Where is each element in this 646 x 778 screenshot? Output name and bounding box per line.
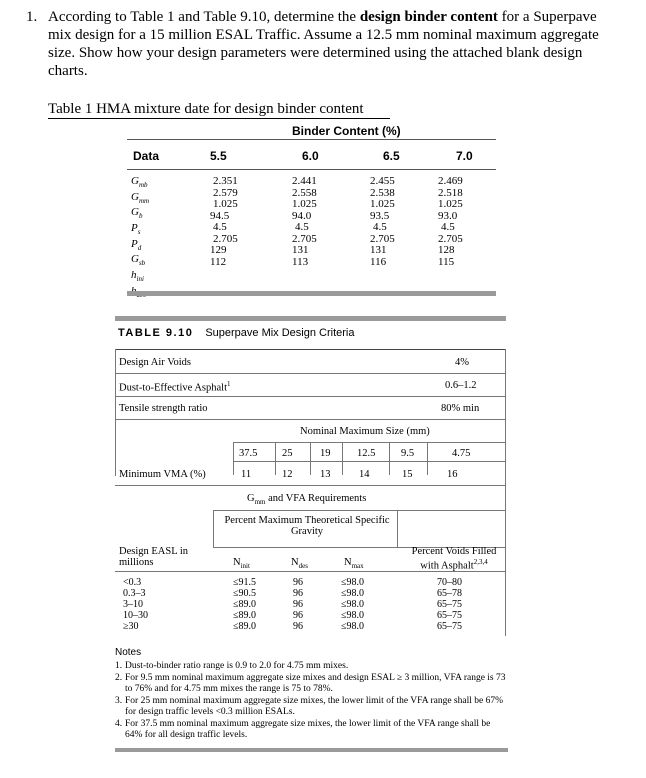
esal-range: ≥30 — [123, 621, 139, 632]
table1-cell: 2.558 — [292, 186, 317, 199]
table910-title — [118, 327, 354, 339]
nmas-size-9-5: 9.5 — [401, 448, 415, 459]
table1-row-label: $G_b$ — [131, 206, 143, 221]
vma-value-19: 13 — [320, 469, 331, 480]
table1-row-labels — [131, 176, 149, 302]
criteria-tsr-label: Tensile strength ratio — [119, 403, 208, 414]
nmas-size-12-5: 12.5 — [357, 448, 376, 459]
pmtsg-header: Percent Maximum Theoretical Specific Gravity — [224, 515, 390, 537]
esal-range: <0.3 — [123, 577, 142, 588]
nmas-header: Nominal Maximum Size (mm) — [300, 426, 430, 437]
table1-cell: 2.441 — [292, 175, 317, 187]
table1-top-rule — [127, 139, 496, 140]
note-item: 4. For 37.5 mm nominal maximum aggregate size mixes, the lower limit of the VFA range shall be 64% for all design traffic levels. — [115, 719, 491, 740]
binder-col-values-2 — [292, 176, 317, 268]
table1-cell: 2.705 — [438, 232, 463, 245]
table910-top-bar — [115, 316, 506, 321]
vma-value-4-75: 16 — [447, 469, 458, 480]
table1-cell: 4.5 — [213, 221, 227, 233]
n-init-header: $N_{init}$ — [233, 557, 250, 571]
notes-bottom-bar — [115, 748, 508, 752]
binder-col-header-2: 6.0 — [302, 149, 319, 163]
table1-cell: 2.705 — [370, 232, 395, 245]
table1-cell: 94.0 — [292, 209, 312, 222]
gmm-vfa-header: $G_{mm}$ and VFA Requirements — [247, 493, 367, 507]
notes-heading: Notes — [115, 647, 142, 658]
table1-row-label: $h_{ini}$ — [131, 269, 144, 284]
table1-cell: 112 — [210, 255, 227, 268]
criteria-tsr-value: 80% min — [441, 403, 480, 414]
n-max-value: ≤98.0 — [341, 610, 364, 621]
note-item: 2. For 9.5 mm nominal maximum aggregate size mixes and design ESAL ≥ 3 million, VFA range is 73 to 76% and for 4.75 mm mixes the range is 75 to 78%. — [115, 673, 506, 694]
table910-label: TABLE 9.10 — [118, 327, 194, 339]
vfa-range: 65–75 — [437, 599, 462, 610]
n-des-value: 96 — [293, 610, 303, 621]
table1-cell: 94.5 — [210, 209, 230, 222]
n-des-value: 96 — [293, 599, 303, 610]
vma-value-37-5: 11 — [241, 469, 252, 480]
n-init-value: ≤89.0 — [233, 599, 256, 610]
vma-value-25: 12 — [282, 469, 293, 480]
n-init-value: ≤90.5 — [233, 588, 256, 599]
vfa-range: 65–75 — [437, 610, 462, 621]
esal-range: 3–10 — [123, 599, 143, 610]
table1-row-label: $P_d$ — [131, 237, 142, 252]
nmas-size-19: 19 — [320, 448, 331, 459]
table1-cell: 2.351 — [213, 175, 238, 187]
table1-cell: 4.5 — [295, 221, 309, 233]
esal-range: 10–30 — [123, 610, 148, 621]
table1-cell: 115 — [438, 255, 455, 268]
nmas-size-4-75: 4.75 — [452, 448, 471, 459]
table1-cell: 93.5 — [370, 209, 390, 222]
n-init-value: ≤91.5 — [233, 577, 256, 588]
vfa-range: 65–78 — [437, 588, 462, 599]
table1-bottom-rule — [127, 291, 496, 296]
binder-content-header: Binder Content (%) — [292, 124, 401, 138]
design-binder-content-emphasis: design binder content — [359, 9, 498, 25]
table1-row-label: $G_{mb}$ — [131, 175, 148, 190]
criteria-air-voids-label: Design Air Voids — [119, 357, 191, 368]
table1-cell: 131 — [292, 244, 309, 256]
table1-cell: 113 — [292, 255, 309, 268]
table1-cell: 1.025 — [292, 198, 317, 210]
criteria-dust-label: Dust-to-Effective Asphalt$^1$ — [119, 380, 231, 394]
n-max-value: ≤98.0 — [341, 577, 364, 588]
table1-cell: 1.025 — [370, 198, 395, 210]
vfa-range: 70–80 — [437, 577, 462, 588]
nmas-size-37-5: 37.5 — [239, 448, 258, 459]
design-esal-header: Design EASL in millions — [119, 546, 189, 568]
binder-col-header-3: 6.5 — [383, 149, 400, 163]
vma-value-12-5: 14 — [359, 469, 370, 480]
n-init-value: ≤89.0 — [233, 610, 256, 621]
table1-cell: 4.5 — [373, 221, 387, 233]
n-max-value: ≤98.0 — [341, 588, 364, 599]
data-header: Data — [133, 149, 160, 163]
criteria-air-voids-value: 4% — [455, 357, 469, 368]
table1-caption: Table 1 HMA mixture date for design binder content — [48, 101, 364, 117]
table-9-10 — [115, 316, 506, 636]
criteria-dust-value: 0.6–1.2 — [445, 380, 477, 391]
table1-cell: 2.705 — [213, 232, 238, 245]
table1-row-label: $G_{sb}$ — [131, 253, 146, 268]
table1-cell: 128 — [438, 244, 455, 256]
binder-col-header-4: 7.0 — [456, 149, 473, 163]
table1-cell: 4.5 — [441, 221, 455, 233]
binder-col-header-1: 5.5 — [210, 149, 227, 163]
table1-cell: 2.538 — [370, 186, 395, 199]
n-max-value: ≤98.0 — [341, 621, 364, 632]
binder-col-values-3 — [370, 176, 395, 268]
n-des-value: 96 — [293, 588, 303, 599]
n-des-value: 96 — [293, 577, 303, 588]
note-item: 1. Dust-to-binder ratio range is 0.9 to 2.0 for 4.75 mm mixes. — [115, 661, 349, 671]
n-des-header: $N_{des}$ — [291, 557, 308, 571]
n-init-value: ≤89.0 — [233, 621, 256, 632]
table1-cell: 2.455 — [370, 175, 395, 187]
table1-cell: 131 — [370, 244, 387, 256]
table1-cell: 93.0 — [438, 209, 458, 222]
table1-cell: 129 — [210, 244, 227, 256]
table1-cell: 2.579 — [213, 186, 238, 199]
table910-caption: Superpave Mix Design Criteria — [205, 327, 355, 339]
table1-row-label: $G_{mm}$ — [131, 190, 150, 205]
table1-row-label: $P_s$ — [131, 222, 141, 237]
question-text: According to Table 1 and Table 9.10, determine the design binder content for a Superpave mix design for a 15 million ESAL Traffic. Assume a 12.5 mm nominal maximum aggregate size. Show how your design parameters were determined using the attached blank design charts. — [48, 9, 599, 79]
n-des-value: 96 — [293, 621, 303, 632]
vfa-range: 65–75 — [437, 621, 462, 632]
table1-cell: 2.518 — [438, 186, 463, 199]
table910-notes — [115, 647, 510, 742]
binder-col-values-4 — [438, 176, 463, 268]
question-number: 1. — [26, 9, 38, 25]
binder-col-values-1 — [210, 176, 238, 268]
table1-caption-underline — [48, 118, 390, 119]
note-item: 3. For 25 mm nominal maximum aggregate size mixes, the lower limit of the VFA range shall be 67% for design traffic levels <0.3 million ESALs. — [115, 696, 503, 717]
table1-cell: 2.705 — [292, 232, 317, 245]
min-vma-label: Minimum VMA (%) — [119, 469, 206, 480]
n-max-header: $N_{max}$ — [344, 557, 364, 571]
esal-range: 0.3–3 — [123, 588, 146, 599]
table1-cell: 2.469 — [438, 175, 463, 187]
table1-cell: 1.025 — [213, 198, 238, 210]
table1-cell: 1.025 — [438, 198, 463, 210]
n-max-value: ≤98.0 — [341, 599, 364, 610]
vma-value-9-5: 15 — [402, 469, 413, 480]
vfa-header: Percent Voids Filled with Asphalt$^{2,3,4}$ — [411, 546, 497, 572]
table1-cell: 116 — [370, 255, 387, 268]
nmas-size-25: 25 — [282, 448, 293, 459]
table1-header-rule — [127, 169, 496, 170]
